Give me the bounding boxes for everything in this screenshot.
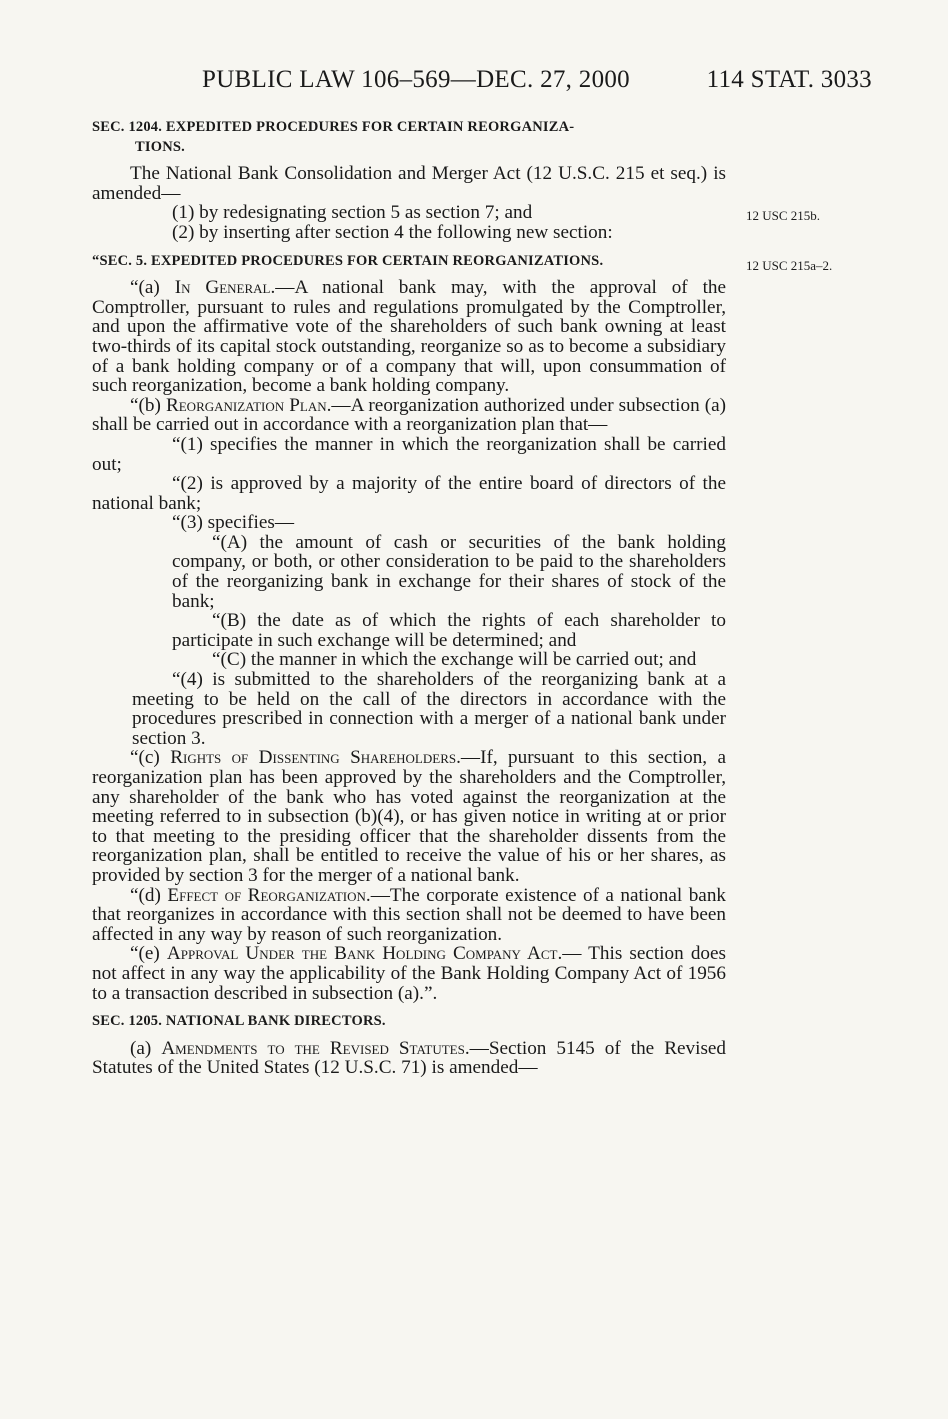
section-5-heading: “SEC. 5. EXPEDITED PROCEDURES FOR CERTAIN REORGANIZATIONS. [92,252,604,269]
section-1205-subsection-a: (a) Amendments to the Revised Statutes.—Section 5145 of the Revised Statutes of the United States (12 U.S.C. 71) is amended— [92,1037,727,1079]
subsection-d-title: Effect of Reorganization [167,884,366,906]
margin-note-215b: 12 USC 215b. [746,208,821,223]
subsection-a: “(a) In General.—A national bank may, with the approval of the Comptroller, pursuant to rules and regulations promulgated by the Comptroller, and upon the affirmative vote of the shareholders of such bank owning at least two-thirds of its capital stock outstanding, reorganize so as to become a subsidiary of a bank holding company or of a company that will, upon consummation of such reorganization, become a bank holding company. [92,277,727,397]
subparagraph-b3a: “(A) the amount of cash or securities of the bank holding company, or both, or other consideration to be paid to the shareholders of the reorganizing bank in exchange for their shares of stock of the bank; [172,531,726,612]
subsection-e: “(e) Approval Under the Bank Holding Company Act.— This section does not affect in any way the applicability of the Bank Holding Company Act of 1956 to a transaction described in subsection (a).”. [92,943,726,1004]
section-1204-item-1: (1) by redesignating section 5 as section 7; and [172,202,533,224]
paragraph-b4: “(4) is submitted to the shareholders of the reorganizing bank at a meeting to be held on the call of the directors in accordance with the procedures prescribed in connection with a merger of a national bank under section 3. [132,669,726,749]
paragraph-b1: “(1) specifies the manner in which the reorganization shall be carried out; [92,433,726,475]
section-1204-item-2: (2) by inserting after section 4 the following new section: [172,221,613,243]
stat-page-number: 114 STAT. 3033 [706,66,872,93]
section-1205-heading: SEC. 1205. NATIONAL BANK DIRECTORS. [92,1013,386,1030]
subsection-d: “(d) Effect of Reorganization.—The corporate existence of a national bank that reorganizes in accordance with this section shall not be deemed to have been affected in any way by reason of such reorganization. [92,884,727,945]
subsection-c-title: Rights of Dissenting Shareholders [170,747,457,769]
public-law-citation: PUBLIC LAW 106–569—DEC. 27, 2000 [202,66,630,93]
subparagraph-b3c: “(C) the manner in which the exchange will be carried out; and [212,649,697,671]
subsection-a-title: In General [174,277,271,299]
paragraph-b3: “(3) specifies— [172,512,295,534]
document-body [92,118,726,1078]
subsection-e-title: Approval Under the Bank Holding Company Act [166,943,558,965]
paragraph-b2: “(2) is approved by a majority of the entire board of directors of the national bank; [92,473,726,514]
margin-note-215a-2: 12 USC 215a–2. [746,258,833,273]
section-1204-intro: The National Bank Consolidation and Merger Act (12 U.S.C. 215 et seq.) is amended— [92,163,726,204]
subsection-c: “(c) Rights of Dissenting Shareholders.—If, pursuant to this section, a reorganization plan has been approved by the shareholders and the Comptroller, any shareholder of the bank who has voted against the reorganization at the meeting referred to in subsection (b)(4), or has given notice in writing at or prior to that meeting to the presiding officer that the shareholder dissents from the reorganization plan, shall be entitled to receive the value of his or her shares, as provided by section 3 for the merger of a national bank. [92,747,726,886]
subsection-b-title: Reorganization Plan [165,394,327,416]
section-1204-heading: SEC. 1204. EXPEDITED PROCEDURES FOR CERTAIN REORGANIZA- TIONS. [92,119,575,155]
subsection-b: “(b) Reorganization Plan.—A reorganization authorized under subsection (a) shall be carried out in accordance with a reorganization plan that— [92,394,726,436]
section-1205-subsection-a-title: Amendments to the Revised Statutes [161,1037,465,1059]
subparagraph-b3b: “(B) the date as of which the rights of each shareholder to participate in such exchange will be determined; and [172,610,726,651]
